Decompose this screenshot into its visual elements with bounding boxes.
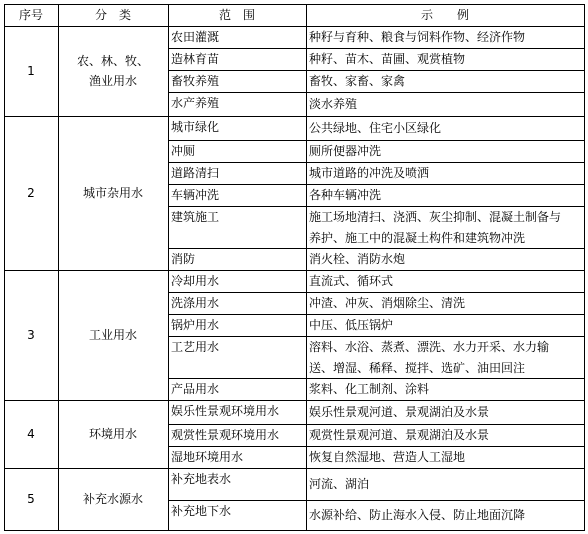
scope-cell: 湿地环境用水 [171, 450, 244, 464]
row-border [168, 424, 585, 425]
scope-cell: 冷却用水 [171, 274, 220, 288]
category-label: 农、林、牧、 [76, 54, 149, 68]
example-cell: 送、增湿、稀释、搅拌、选矿、油田回注 [309, 361, 526, 375]
scope-cell: 工艺用水 [171, 340, 220, 354]
row-border [168, 336, 585, 337]
example-cell: 恢复自然湿地、营造人工湿地 [309, 450, 466, 464]
scope-cell: 洗涤用水 [171, 296, 220, 310]
example-cell: 淡水养殖 [309, 97, 358, 111]
category-label: 工业用水 [88, 328, 137, 342]
group-number: 5 [27, 492, 35, 506]
scope-cell: 车辆冲洗 [171, 188, 220, 202]
example-cell: 消火栓、消防水炮 [309, 252, 406, 266]
row-border [168, 92, 585, 93]
scope-cell: 畜牧养殖 [171, 74, 220, 88]
column-border-1 [58, 4, 59, 530]
scope-cell: 农田灌溉 [171, 30, 220, 44]
scope-cell: 补充地下水 [171, 504, 232, 518]
row-border [168, 500, 585, 501]
example-cell: 城市道路的冲洗及喷洒 [309, 166, 430, 180]
example-cell: 畜牧、家畜、家禽 [309, 74, 406, 88]
example-cell: 各种车辆冲洗 [309, 188, 382, 202]
row-border [168, 314, 585, 315]
row-border [168, 162, 585, 163]
scope-cell: 冲厕 [171, 144, 196, 158]
row-border [168, 184, 585, 185]
example-cell: 养护、施工中的混凝土构件和建筑物冲洗 [309, 231, 526, 245]
scope-cell: 道路清扫 [171, 166, 220, 180]
category-label: 环境用水 [88, 427, 137, 441]
scope-cell: 锅炉用水 [171, 318, 220, 332]
category-label: 补充水源水 [82, 492, 143, 506]
example-cell: 直流式、循环式 [309, 274, 394, 288]
example-cell: 浆料、化工制剂、涂料 [309, 382, 430, 396]
example-cell: 厕所便器冲洗 [309, 144, 382, 158]
row-border [168, 70, 585, 71]
example-cell: 溶料、水浴、蒸煮、漂洗、水力开采、水力输 [309, 340, 550, 354]
header-scope: 范 围 [218, 8, 255, 22]
scope-cell: 建筑施工 [171, 210, 220, 224]
example-cell: 水源补给、防止海水入侵、防止地面沉降 [309, 508, 526, 522]
scope-cell: 造林育苗 [171, 52, 220, 66]
column-border-2 [168, 4, 169, 530]
example-cell: 种籽、苗木、苗圃、观赏植物 [309, 52, 466, 66]
row-border [168, 248, 585, 249]
example-cell: 娱乐性景观河道、景观湖泊及水景 [309, 405, 490, 419]
row-border [168, 378, 585, 379]
scope-cell: 娱乐性景观环境用水 [171, 404, 280, 418]
category-label: 渔业用水 [88, 74, 137, 88]
example-cell: 中压、低压锅炉 [309, 318, 394, 332]
example-cell: 公共绿地、住宅小区绿化 [309, 121, 442, 135]
group-number: 4 [27, 427, 35, 441]
group-bottom-border [4, 116, 585, 117]
row-border [168, 292, 585, 293]
example-cell: 施工场地清扫、浇洒、灰尘抑制、混凝土制备与 [309, 210, 562, 224]
example-cell: 观赏性景观河道、景观湖泊及水景 [309, 428, 490, 442]
group-number: 2 [27, 186, 35, 200]
example-cell: 种籽与育种、粮食与饲料作物、经济作物 [309, 30, 526, 44]
group-bottom-border [4, 468, 585, 469]
column-border-4 [584, 4, 585, 530]
table-top-border [4, 4, 585, 5]
row-border [168, 206, 585, 207]
column-border-0 [4, 4, 5, 530]
category-label: 城市杂用水 [82, 186, 143, 200]
scope-cell: 观赏性景观环境用水 [171, 428, 280, 442]
header-no: 序号 [18, 8, 43, 22]
group-number: 3 [27, 328, 35, 342]
example-cell: 冲渣、冲灰、消烟除尘、清洗 [309, 296, 466, 310]
scope-cell: 消防 [171, 252, 196, 266]
example-cell: 河流、湖泊 [309, 477, 370, 491]
column-border-3 [306, 4, 307, 530]
header-bottom-border [4, 26, 585, 27]
group-bottom-border [4, 270, 585, 271]
header-example: 示 例 [420, 8, 469, 22]
group-number: 1 [27, 64, 35, 78]
header-category: 分 类 [94, 8, 131, 22]
row-border [168, 48, 585, 49]
group-bottom-border [4, 400, 585, 401]
scope-cell: 补充地表水 [171, 472, 232, 486]
row-border [168, 140, 585, 141]
scope-cell: 水产养殖 [171, 96, 220, 110]
scope-cell: 城市绿化 [171, 120, 220, 134]
group-bottom-border [4, 530, 585, 531]
scope-cell: 产品用水 [171, 382, 220, 396]
row-border [168, 446, 585, 447]
